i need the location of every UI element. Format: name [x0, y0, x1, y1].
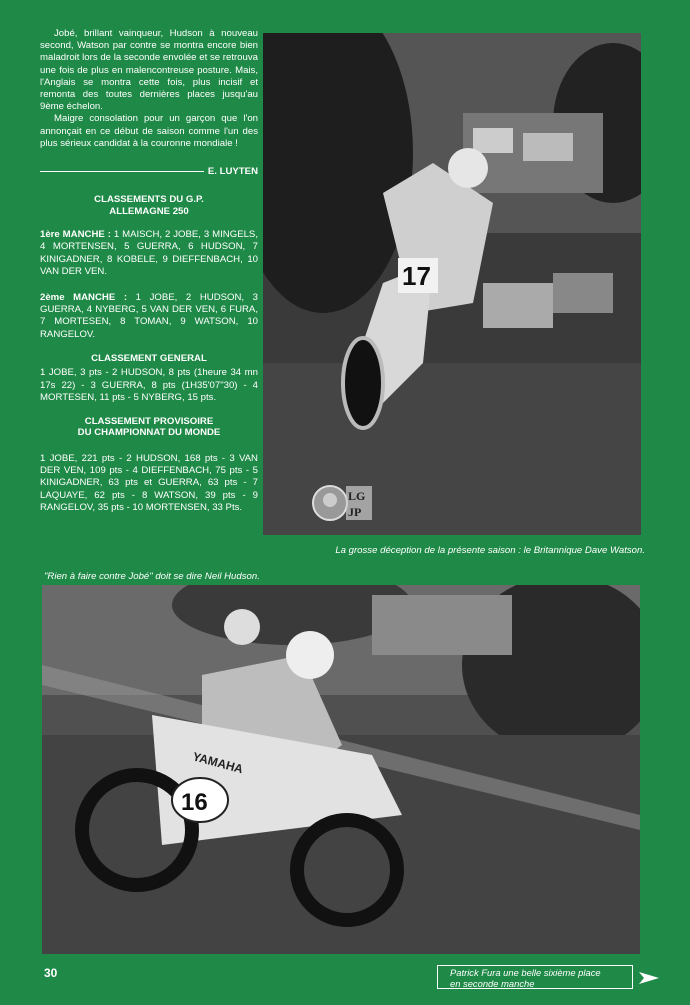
results-heading-gp	[40, 194, 258, 217]
heading-gp-line2: ALLEMAGNE 250	[109, 205, 189, 217]
caption-photo2: "Rien à faire contre Jobé" doit se dire Neil Hudson.	[44, 571, 260, 582]
watermark-top-letters: LG	[348, 489, 366, 503]
photo1-race-number: 17	[402, 261, 431, 291]
general-results: 1 JOBE, 3 pts - 2 HUDSON, 8 pts (1heure 34 mn 17s 22) - 3 GUERRA, 8 pts (1H35'07"30) - 4 MORTESEN, 11 pts - 5 NYBERG, 15 pts.	[40, 367, 258, 403]
watermark-logo	[312, 480, 372, 526]
page-number: 30	[44, 966, 58, 980]
photo-neil-hudson	[42, 585, 640, 954]
caption3-line1: Patrick Fura une belle sixième place	[450, 967, 601, 978]
results-heading-general: CLASSEMENT GENERAL	[91, 352, 207, 364]
heading-gp-line1: CLASSEMENTS DU G.P.	[94, 194, 204, 206]
photo2-race-number: 16	[181, 789, 208, 816]
photo2-brand-text: YAMAHA	[191, 749, 245, 777]
author-signature	[40, 166, 258, 178]
manche2-text: 1 JOBE, 2 HUDSON, 3 GUERRA, 4 NYBERG, 5 VAN DER VEN, 6 FURA, 7 MORTESEN, 8 TOMAN, 9 WATSON, 10 RANGELOV.	[40, 292, 259, 340]
author-name: E. LUYTEN	[207, 166, 258, 178]
heading-world-line1: CLASSEMENT PROVISOIRE	[84, 415, 214, 427]
watermark-bottom-letters: JP	[348, 505, 362, 519]
results-heading-world	[40, 416, 258, 439]
arrow-right-icon	[639, 972, 659, 984]
photo-dave-watson	[263, 33, 641, 535]
article-paragraph-2: Maigre consolation pour un garçon que l'on annonçait en ce début de saison comme l'un des plus sérieux candidat à la couronne mondiale !	[40, 113, 258, 149]
signature-rule	[40, 171, 204, 172]
article-column	[40, 28, 258, 514]
manche1-text: 1 MAISCH, 2 JOBE, 3 MINGELS, 4 MORTENSEN, 5 GUERRA, 6 HUDSON, 7 KINIGADNER, 8 KOBELE, 9 DIEFFENBACH, 10 VAN DER VEN.	[40, 229, 258, 277]
manche1-results	[40, 229, 258, 278]
manche2-results	[40, 292, 258, 341]
manche2-label: 2ème MANCHE :	[40, 292, 128, 304]
caption-photo3-box	[437, 965, 633, 989]
article-paragraph-1: Jobé, brillant vainqueur, Hudson à nouveau second, Watson par contre se montra encore bien maladroit lors de la seconde envolée et se retrouva une fois de plus en malencontreuse posture. Mais, l'Anglais se montra cette fois, plus incisif et remonta des toutes dernières places jusqu'au 9ème échelon.	[40, 28, 258, 113]
manche1-label: 1ère MANCHE :	[40, 229, 111, 241]
caption-photo1: La grosse déception de la présente saison : le Britannique Dave Watson.	[335, 545, 645, 556]
caption3-line2: en seconde manche	[450, 977, 535, 989]
heading-world-line2: DU CHAMPIONNAT DU MONDE	[77, 427, 221, 439]
world-results: 1 JOBE, 221 pts - 2 HUDSON, 168 pts - 3 VAN DER VEN, 109 pts - 4 DIEFFENBACH, 75 pts - 5 KINIGADNER, 63 pts et GUERRA, 63 pts - 7 LAQUAYE, 62 pts - 8 WATSON, 39 pts - 9 RANGELOV, 35 pts - 10 MORTENSEN, 33 Pts.	[40, 452, 258, 513]
